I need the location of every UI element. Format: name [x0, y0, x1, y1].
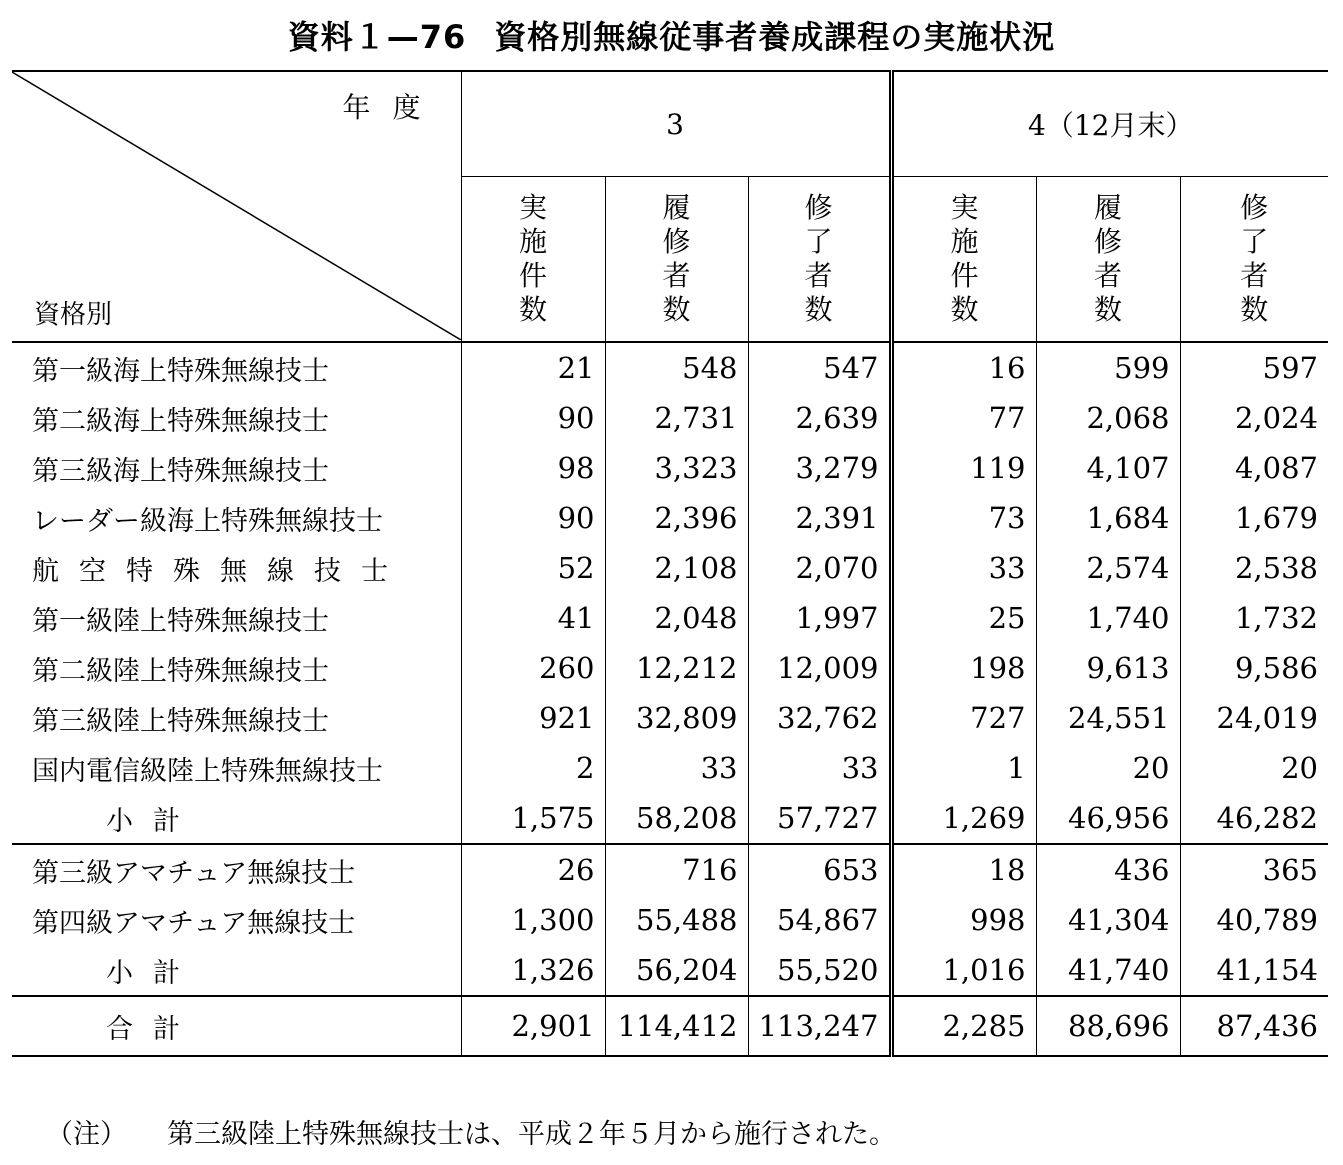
table-cell: 18 [891, 844, 1036, 895]
table-cell: 2,574 [1036, 543, 1180, 593]
table-cell: 597 [1180, 342, 1328, 393]
row-label: 小計 [12, 793, 461, 844]
footnote-tag: （注） [46, 1119, 127, 1150]
col-header: 実施件数 [461, 177, 605, 343]
table-row [12, 493, 1328, 543]
table-cell: 1,997 [748, 593, 891, 643]
row-label: 国内電信級陸上特殊無線技士 [32, 755, 383, 787]
row-label: 第四級アマチュア無線技士 [32, 907, 356, 939]
table-cell: 16 [891, 342, 1036, 393]
table-cell: 4,107 [1036, 443, 1180, 493]
category-header-label: 資格別 [34, 300, 113, 330]
statistics-table [12, 70, 1328, 1057]
table-cell: 653 [748, 844, 891, 895]
table-row [12, 743, 1328, 793]
col-header: 履修者数 [605, 177, 748, 343]
table-cell: 26 [461, 844, 605, 895]
table-row [12, 693, 1328, 743]
table-cell: 2,901 [461, 996, 605, 1056]
table-row [12, 844, 1328, 895]
table-cell: 599 [1036, 342, 1180, 393]
table-cell: 2,048 [605, 593, 748, 643]
table-cell: 9,613 [1036, 643, 1180, 693]
table-cell: 41,304 [1036, 895, 1180, 945]
table-row [12, 543, 1328, 593]
header-corner [12, 71, 461, 342]
table-cell: 547 [748, 342, 891, 393]
table-cell: 73 [891, 493, 1036, 543]
table-cell: 21 [461, 342, 605, 393]
table-row [12, 593, 1328, 643]
table-cell: 2,731 [605, 393, 748, 443]
table-cell: 32,809 [605, 693, 748, 743]
table-cell: 1,269 [891, 793, 1036, 844]
row-label: 第一級海上特殊無線技士 [32, 355, 329, 387]
document-title [0, 12, 1343, 58]
table-cell: 998 [891, 895, 1036, 945]
table-cell: 1,326 [461, 945, 605, 996]
table-cell: 921 [461, 693, 605, 743]
col-header: 履修者数 [1036, 177, 1180, 343]
table-row [12, 342, 1328, 393]
table-cell: 2,070 [748, 543, 891, 593]
table-cell: 260 [461, 643, 605, 693]
table-cell: 1,740 [1036, 593, 1180, 643]
table-cell: 3,323 [605, 443, 748, 493]
table-cell: 57,727 [748, 793, 891, 844]
row-label: 航空特殊無線技士 [32, 555, 408, 587]
row-label: 第一級陸上特殊無線技士 [32, 605, 329, 637]
table-cell: 20 [1036, 743, 1180, 793]
table-cell: 41,740 [1036, 945, 1180, 996]
table-cell: 2,108 [605, 543, 748, 593]
table-row [12, 895, 1328, 945]
col-header: 修了者数 [1180, 177, 1328, 343]
row-label: レーダー級海上特殊無線技士 [32, 505, 383, 537]
table-cell: 33 [605, 743, 748, 793]
table-cell: 1,300 [461, 895, 605, 945]
total-row [12, 996, 1328, 1056]
table-cell: 58,208 [605, 793, 748, 844]
table-cell: 55,488 [605, 895, 748, 945]
year-header-3: 3 [461, 71, 891, 177]
table-cell: 46,956 [1036, 793, 1180, 844]
table-cell: 12,009 [748, 643, 891, 693]
table-cell: 1,732 [1180, 593, 1328, 643]
row-label: 第三級海上特殊無線技士 [32, 455, 329, 487]
table-cell: 32,762 [748, 693, 891, 743]
table-row [12, 643, 1328, 693]
table-cell: 548 [605, 342, 748, 393]
table-cell: 25 [891, 593, 1036, 643]
subtotal-row [12, 945, 1328, 996]
subtotal-row [12, 793, 1328, 844]
row-label: 小計 [12, 945, 461, 996]
table-cell: 24,551 [1036, 693, 1180, 743]
table-row [12, 443, 1328, 493]
table-cell: 41 [461, 593, 605, 643]
table-cell: 33 [748, 743, 891, 793]
table-cell: 20 [1180, 743, 1328, 793]
row-label: 第二級海上特殊無線技士 [32, 405, 329, 437]
table-cell: 1,016 [891, 945, 1036, 996]
table-cell: 716 [605, 844, 748, 895]
table-cell: 2,538 [1180, 543, 1328, 593]
table-cell: 1 [891, 743, 1036, 793]
table-cell: 198 [891, 643, 1036, 693]
table-row [12, 393, 1328, 443]
table-cell: 436 [1036, 844, 1180, 895]
row-label: 第三級アマチュア無線技士 [32, 857, 356, 889]
row-label: 第三級陸上特殊無線技士 [32, 705, 329, 737]
table-cell: 77 [891, 393, 1036, 443]
table-cell: 2,068 [1036, 393, 1180, 443]
table-cell: 114,412 [605, 996, 748, 1056]
table-cell: 90 [461, 393, 605, 443]
table-cell: 54,867 [748, 895, 891, 945]
table-cell: 1,575 [461, 793, 605, 844]
footnote-text: 第三級陸上特殊無線技士は、平成２年５月から施行された。 [167, 1119, 896, 1150]
table-cell: 113,247 [748, 996, 891, 1056]
table-cell: 12,212 [605, 643, 748, 693]
table-cell: 1,679 [1180, 493, 1328, 543]
table-cell: 52 [461, 543, 605, 593]
table-cell: 2 [461, 743, 605, 793]
row-label: 合計 [12, 996, 461, 1056]
title-number: 資料１—76 [287, 18, 467, 56]
table-cell: 727 [891, 693, 1036, 743]
table-cell: 24,019 [1180, 693, 1328, 743]
table-cell: 119 [891, 443, 1036, 493]
col-header: 実施件数 [891, 177, 1036, 343]
col-header: 修了者数 [748, 177, 891, 343]
table-cell: 2,285 [891, 996, 1036, 1056]
table-cell: 1,684 [1036, 493, 1180, 543]
table-cell: 4,087 [1180, 443, 1328, 493]
year-header-4: 4（12月末） [891, 71, 1328, 177]
table-cell: 365 [1180, 844, 1328, 895]
table-cell: 98 [461, 443, 605, 493]
table-cell: 55,520 [748, 945, 891, 996]
year-header-label: 年度 [342, 91, 443, 124]
table-cell: 33 [891, 543, 1036, 593]
table-cell: 41,154 [1180, 945, 1328, 996]
table-cell: 2,024 [1180, 393, 1328, 443]
table-cell: 2,396 [605, 493, 748, 543]
table-cell: 46,282 [1180, 793, 1328, 844]
table-cell: 40,789 [1180, 895, 1328, 945]
row-label: 第二級陸上特殊無線技士 [32, 655, 329, 687]
table-cell: 2,391 [748, 493, 891, 543]
table-cell: 90 [461, 493, 605, 543]
table-cell: 56,204 [605, 945, 748, 996]
table-cell: 2,639 [748, 393, 891, 443]
table-cell: 9,586 [1180, 643, 1328, 693]
table-cell: 87,436 [1180, 996, 1328, 1056]
table-cell: 3,279 [748, 443, 891, 493]
footnote [46, 1112, 896, 1151]
table-cell: 88,696 [1036, 996, 1180, 1056]
title-text: 資格別無線従事者養成課程の実施状況 [494, 18, 1056, 56]
